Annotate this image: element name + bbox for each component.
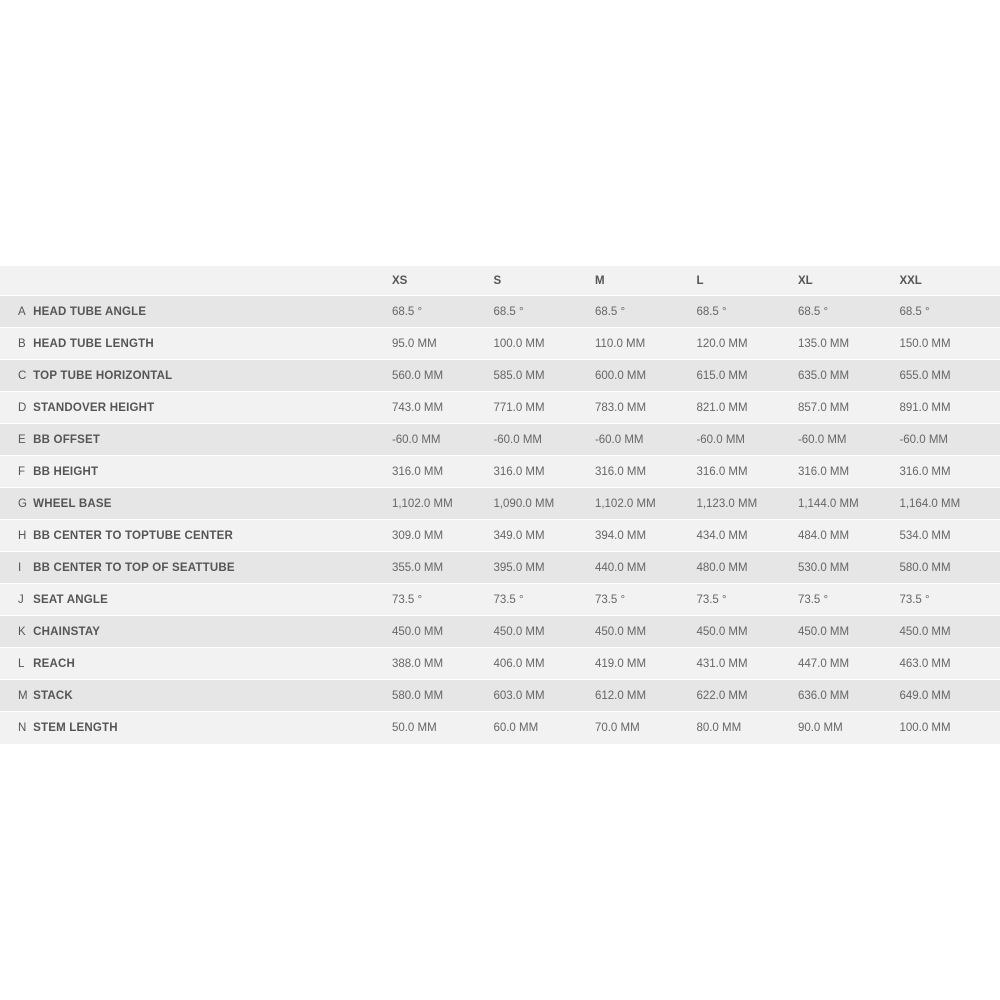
header-letter-column [0, 266, 33, 296]
cell-value-xl: 1,144.0 MM [797, 488, 899, 520]
cell-value-xxl: 463.0 MM [898, 648, 1000, 680]
row-measurement-name: STEM LENGTH [33, 712, 391, 745]
row-measurement-name: WHEEL BASE [33, 488, 391, 520]
cell-value-xl: 68.5 ° [797, 296, 899, 328]
header-size-xs: XS [391, 266, 493, 296]
cell-value-xxl: 580.0 MM [898, 552, 1000, 584]
cell-value-xs: 560.0 MM [391, 360, 493, 392]
cell-value-xs: 68.5 ° [391, 296, 493, 328]
cell-value-l: 120.0 MM [695, 328, 797, 360]
cell-value-m: 70.0 MM [594, 712, 696, 745]
row-measurement-name: BB OFFSET [33, 424, 391, 456]
cell-value-xl: 450.0 MM [797, 616, 899, 648]
row-letter: F [0, 456, 33, 488]
cell-value-m: 394.0 MM [594, 520, 696, 552]
cell-value-xs: 50.0 MM [391, 712, 493, 745]
cell-value-l: 622.0 MM [695, 680, 797, 712]
table-row [0, 584, 1000, 616]
geometry-table-header [0, 266, 1000, 296]
header-size-m: M [594, 266, 696, 296]
cell-value-xs: 95.0 MM [391, 328, 493, 360]
row-measurement-name: HEAD TUBE ANGLE [33, 296, 391, 328]
cell-value-xl: 484.0 MM [797, 520, 899, 552]
cell-value-xl: 316.0 MM [797, 456, 899, 488]
cell-value-xl: 636.0 MM [797, 680, 899, 712]
header-size-xl: XL [797, 266, 899, 296]
cell-value-xs: -60.0 MM [391, 424, 493, 456]
row-measurement-name: BB HEIGHT [33, 456, 391, 488]
cell-value-l: 431.0 MM [695, 648, 797, 680]
cell-value-l: 316.0 MM [695, 456, 797, 488]
cell-value-xxl: -60.0 MM [898, 424, 1000, 456]
cell-value-s: 771.0 MM [492, 392, 594, 424]
cell-value-xs: 580.0 MM [391, 680, 493, 712]
cell-value-xs: 316.0 MM [391, 456, 493, 488]
cell-value-s: 585.0 MM [492, 360, 594, 392]
table-row [0, 392, 1000, 424]
table-row [0, 328, 1000, 360]
cell-value-xxl: 100.0 MM [898, 712, 1000, 745]
table-row [0, 360, 1000, 392]
cell-value-m: 1,102.0 MM [594, 488, 696, 520]
geometry-table-body [0, 296, 1000, 745]
cell-value-m: 73.5 ° [594, 584, 696, 616]
row-letter: K [0, 616, 33, 648]
cell-value-xxl: 655.0 MM [898, 360, 1000, 392]
table-row [0, 456, 1000, 488]
cell-value-xl: -60.0 MM [797, 424, 899, 456]
row-measurement-name: BB CENTER TO TOP OF SEATTUBE [33, 552, 391, 584]
cell-value-xxl: 150.0 MM [898, 328, 1000, 360]
row-measurement-name: REACH [33, 648, 391, 680]
table-row [0, 712, 1000, 745]
cell-value-m: 110.0 MM [594, 328, 696, 360]
table-row [0, 648, 1000, 680]
row-measurement-name: HEAD TUBE LENGTH [33, 328, 391, 360]
cell-value-m: 440.0 MM [594, 552, 696, 584]
cell-value-xl: 447.0 MM [797, 648, 899, 680]
table-row [0, 296, 1000, 328]
row-letter: N [0, 712, 33, 745]
cell-value-s: 73.5 ° [492, 584, 594, 616]
cell-value-xs: 1,102.0 MM [391, 488, 493, 520]
cell-value-l: 480.0 MM [695, 552, 797, 584]
cell-value-s: 450.0 MM [492, 616, 594, 648]
row-letter: B [0, 328, 33, 360]
table-row [0, 424, 1000, 456]
cell-value-l: 821.0 MM [695, 392, 797, 424]
cell-value-l: 615.0 MM [695, 360, 797, 392]
header-size-s: S [492, 266, 594, 296]
cell-value-s: 1,090.0 MM [492, 488, 594, 520]
row-measurement-name: STANDOVER HEIGHT [33, 392, 391, 424]
header-size-xxl: XXL [898, 266, 1000, 296]
cell-value-l: 73.5 ° [695, 584, 797, 616]
header-size-l: L [695, 266, 797, 296]
cell-value-s: 349.0 MM [492, 520, 594, 552]
cell-value-xl: 530.0 MM [797, 552, 899, 584]
table-row [0, 616, 1000, 648]
row-letter: L [0, 648, 33, 680]
cell-value-m: 450.0 MM [594, 616, 696, 648]
cell-value-xxl: 649.0 MM [898, 680, 1000, 712]
cell-value-s: 603.0 MM [492, 680, 594, 712]
cell-value-xl: 73.5 ° [797, 584, 899, 616]
cell-value-m: -60.0 MM [594, 424, 696, 456]
row-letter: I [0, 552, 33, 584]
cell-value-xxl: 891.0 MM [898, 392, 1000, 424]
cell-value-xxl: 68.5 ° [898, 296, 1000, 328]
cell-value-xl: 635.0 MM [797, 360, 899, 392]
cell-value-s: 406.0 MM [492, 648, 594, 680]
cell-value-s: 60.0 MM [492, 712, 594, 745]
row-letter: J [0, 584, 33, 616]
cell-value-l: 434.0 MM [695, 520, 797, 552]
table-row [0, 552, 1000, 584]
header-measurement-column [33, 266, 391, 296]
header-row [0, 266, 1000, 296]
row-measurement-name: STACK [33, 680, 391, 712]
cell-value-xxl: 1,164.0 MM [898, 488, 1000, 520]
cell-value-xs: 388.0 MM [391, 648, 493, 680]
cell-value-m: 612.0 MM [594, 680, 696, 712]
row-measurement-name: CHAINSTAY [33, 616, 391, 648]
row-letter: C [0, 360, 33, 392]
table-row [0, 680, 1000, 712]
geometry-table [0, 266, 1000, 745]
row-measurement-name: BB CENTER TO TOPTUBE CENTER [33, 520, 391, 552]
row-letter: G [0, 488, 33, 520]
cell-value-xs: 355.0 MM [391, 552, 493, 584]
cell-value-s: 316.0 MM [492, 456, 594, 488]
cell-value-xs: 73.5 ° [391, 584, 493, 616]
cell-value-m: 68.5 ° [594, 296, 696, 328]
cell-value-xl: 90.0 MM [797, 712, 899, 745]
row-letter: H [0, 520, 33, 552]
cell-value-m: 316.0 MM [594, 456, 696, 488]
cell-value-m: 600.0 MM [594, 360, 696, 392]
cell-value-l: 80.0 MM [695, 712, 797, 745]
cell-value-xxl: 73.5 ° [898, 584, 1000, 616]
cell-value-xs: 743.0 MM [391, 392, 493, 424]
row-letter: E [0, 424, 33, 456]
table-row [0, 488, 1000, 520]
cell-value-xl: 857.0 MM [797, 392, 899, 424]
cell-value-xxl: 534.0 MM [898, 520, 1000, 552]
cell-value-xl: 135.0 MM [797, 328, 899, 360]
row-measurement-name: SEAT ANGLE [33, 584, 391, 616]
row-letter: D [0, 392, 33, 424]
cell-value-l: -60.0 MM [695, 424, 797, 456]
row-measurement-name: TOP TUBE HORIZONTAL [33, 360, 391, 392]
cell-value-l: 68.5 ° [695, 296, 797, 328]
cell-value-xxl: 450.0 MM [898, 616, 1000, 648]
cell-value-s: 395.0 MM [492, 552, 594, 584]
cell-value-s: 100.0 MM [492, 328, 594, 360]
row-letter: A [0, 296, 33, 328]
cell-value-m: 783.0 MM [594, 392, 696, 424]
table-row [0, 520, 1000, 552]
row-letter: M [0, 680, 33, 712]
cell-value-s: 68.5 ° [492, 296, 594, 328]
cell-value-l: 1,123.0 MM [695, 488, 797, 520]
cell-value-xs: 450.0 MM [391, 616, 493, 648]
cell-value-xs: 309.0 MM [391, 520, 493, 552]
cell-value-xxl: 316.0 MM [898, 456, 1000, 488]
cell-value-l: 450.0 MM [695, 616, 797, 648]
cell-value-m: 419.0 MM [594, 648, 696, 680]
cell-value-s: -60.0 MM [492, 424, 594, 456]
